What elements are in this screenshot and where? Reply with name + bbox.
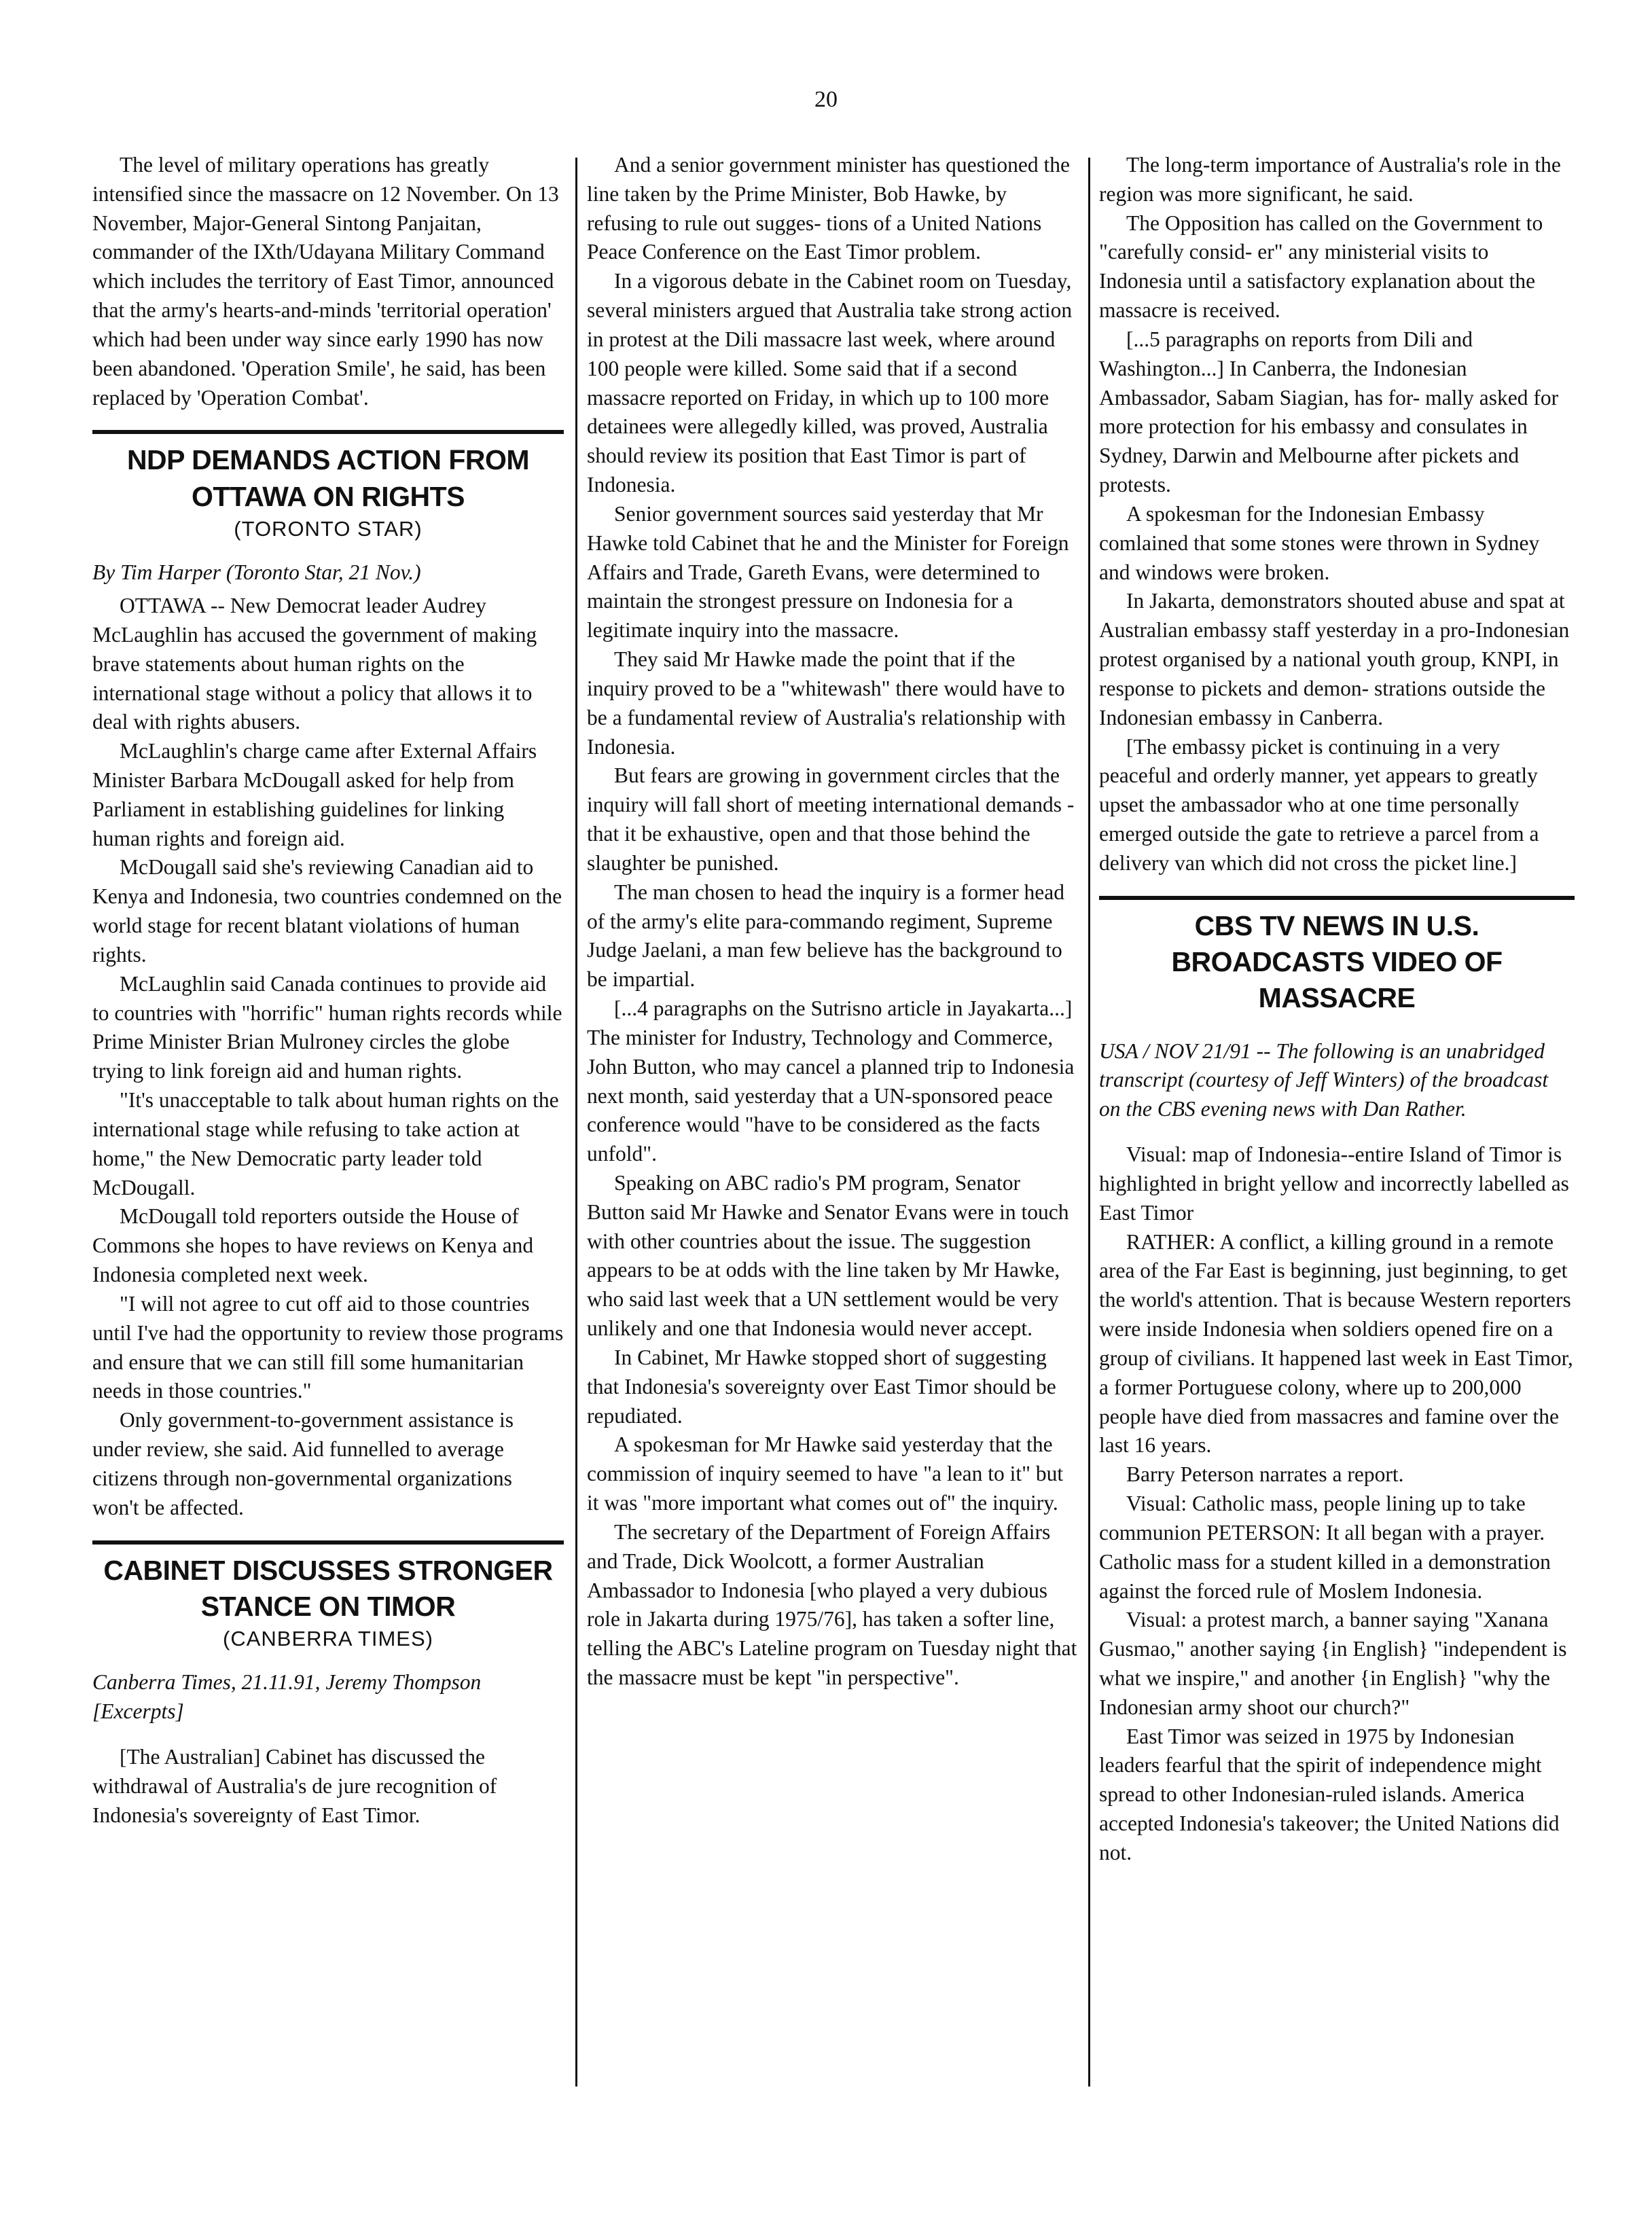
article-paragraph: Speaking on ABC radio's PM program, Senator Button said Mr Hawke and Senator Evans were in touch with other countries about the issue. The suggestion appears to be at odds with the line taken by Mr Hawke, who said last week that a UN settlement would be very unlikely and one that Indonesia would never accept. <box>587 1170 1069 1341</box>
intro-paragraph: The level of military operations has greatly intensified since the massacre on 12 November. On 13 November, Major-General Sintong Panjaitan, commander of the IXth/Udayana Military Command which includes the territory of East Timor, announced that the army's hearts-and-minds 'territorial operation' which had been under way since early 1990 has now been abandoned. 'Operation Smile', he said, has been replaced by 'Operation Combat'. <box>92 153 559 410</box>
article-paragraph: The long-term importance of Australia's role in the region was more significant, he said. <box>1099 153 1561 206</box>
article-paragraph: The man chosen to head the inquiry is a former head of the army's elite para-commando regiment, Supreme Judge Jaelani, a man few believe has the background to be impartial. <box>587 880 1065 992</box>
ndp-source: (TORONTO STAR) <box>234 517 423 541</box>
article-paragraph: Barry Peterson narrates a report. <box>1126 1462 1404 1487</box>
column-divider <box>575 158 577 2087</box>
article-paragraph: "It's unacceptable to talk about human rights on the international stage while refusing to take action at home," the New Democratic party leader told McDougall. <box>92 1088 559 1199</box>
page-number: 20 <box>814 87 838 112</box>
article-paragraph: Only government-to-government assistance is under review, she said. Aid funnelled to average citizens through non-governmental organizations won't be affected. <box>92 1408 514 1519</box>
cabinet-byline: Canberra Times, 21.11.91, Jeremy Thompson [Excerpts] <box>92 1670 482 1724</box>
column-3 <box>1099 151 1575 1868</box>
article-paragraph: Visual: map of Indonesia--entire Island of Timor is highlighted in bright yellow and incorrectly labelled as East Timor <box>1099 1142 1569 1225</box>
article-paragraph: McLaughlin's charge came after External Affairs Minister Barbara McDougall asked for help from Parliament in establishing guidelines for linking human rights and foreign aid. <box>92 739 537 850</box>
article-paragraph: McDougall said she's reviewing Canadian aid to Kenya and Indonesia, two countries condemned on the world stage for recent blatant violations of human rights. <box>92 855 562 967</box>
article-paragraph: But fears are growing in government circles that the inquiry will fall short of meeting international demands - that it be exhaustive, open and that those behind the slaughter be punished. <box>587 763 1075 875</box>
column-divider <box>1088 158 1090 2087</box>
article-paragraph: [The embassy picket is continuing in a very peaceful and orderly manner, yet appears to greatly upset the ambassador who at one time personally emerged outside the gate to retrieve a parcel from a delivery van which did not cross the picket line.] <box>1099 734 1539 875</box>
article-paragraph: East Timor was seized in 1975 by Indonesian leaders fearful that the spirit of independence might spread to other Indonesian-ruled islands. America accepted Indonesia's takeover; the United Nations did not. <box>1099 1724 1560 1864</box>
cbs-headline: CBS TV NEWS IN U.S. BROADCASTS VIDEO OF MASSACRE <box>1171 909 1503 1014</box>
article-paragraph: The Opposition has called on the Government to "carefully consid- er" any ministerial visits to Indonesia until a satisfactory explanation about the massacre is received. <box>1099 211 1543 323</box>
article-paragraph: In Cabinet, Mr Hawke stopped short of suggesting that Indonesia's sovereignty over East Timor should be repudiated. <box>587 1345 1056 1428</box>
article-paragraph: [...4 paragraphs on the Sutrisno article in Jayakarta...] The minister for Industry, Technology and Commerce, John Button, who may cancel a planned trip to Indonesia next month, said yesterday that a UN-sponsored peace conference would "have to be considered as the facts unfold". <box>587 996 1075 1166</box>
article-paragraph: And a senior government minister has questioned the line taken by the Prime Minister, Bob Hawke, by refusing to rule out sugges- tions of a United Nations Peace Conference on the East Timor problem. <box>587 153 1070 264</box>
article-paragraph: In a vigorous debate in the Cabinet room on Tuesday, several ministers argued that Australia take strong action in protest at the Dili massacre last week, where around 100 people were killed. Some said that if a second massacre reported on Friday, in which up to 100 more detainees were allegedly killed, was proved, Australia should review its position that East Timor is part of Indonesia. <box>587 269 1073 497</box>
article-paragraph: A spokesman for the Indonesian Embassy comlained that some stones were thrown in Sydney and windows were broken. <box>1099 501 1540 584</box>
article-paragraph: "I will not agree to cut off aid to those countries until I've had the opportunity to review those programs and ensure that we can still fill some humanitarian needs in those countries." <box>92 1291 564 1403</box>
article-paragraph: [...5 paragraphs on reports from Dili and Washington...] In Canberra, the Indonesian Ambassador, Sabam Siagian, has for- mally asked for more protection for his embassy and consulates in Sydney, Darwin and Melbourne after pickets and protests. <box>1099 327 1559 497</box>
article-paragraph: [The Australian] Cabinet has discussed the withdrawal of Australia's de jure recognition of Indonesia's sovereignty of East Timor. <box>92 1744 497 1827</box>
article-paragraph: OTTAWA -- New Democrat leader Audrey McLaughlin has accused the government of making brave statements about human rights on the international stage without a policy that allows it to deal with rights abusers. <box>92 594 537 734</box>
article-paragraph: Visual: a protest march, a banner saying "Xanana Gusmao," another saying {in English} "independent is what we inspire," and another {in English} "why the Indonesian army shoot our church?" <box>1099 1608 1567 1719</box>
article-paragraph: McDougall told reporters outside the House of Commons she hopes to have reviews on Kenya and Indonesia completed next week. <box>92 1204 534 1287</box>
article-paragraph: RATHER: A conflict, a killing ground in a remote area of the Far East is beginning, just beginning, to get the world's attention. That is because Western reporters were inside Indonesia when soldiers opened fire on a group of civilians. It happened last week in East Timor, a former Portuguese colony, where up to 200,000 people have died from massacres and famine over the last 16 years. <box>1099 1229 1573 1458</box>
article-paragraph: They said Mr Hawke made the point that if the inquiry proved to be a "whitewash" there would have to be a fundamental review of Australia's relationship with Indonesia. <box>587 647 1066 759</box>
article-paragraph: McLaughlin said Canada continues to provide aid to countries with "horrific" human rights records while Prime Minister Brian Mulroney circles the globe trying to link foreign aid and human rights. <box>92 971 562 1083</box>
article-paragraph: The secretary of the Department of Foreign Affairs and Trade, Dick Woolcott, a former Australian Ambassador to Indonesia [who played a very dubious role in Jakarta during 1975/76], has taken a softer line, telling the ABC's Lateline program on Tuesday night that the massacre must be kept "in perspective". <box>587 1519 1077 1690</box>
article-paragraph: Visual: Catholic mass, people lining up to take communion PETERSON: It all began with a prayer. Catholic mass for a student killed in a demonstration against the forced rule of Moslem Indonesia. <box>1099 1492 1551 1603</box>
cabinet-source: (CANBERRA TIMES) <box>223 1627 433 1651</box>
ndp-byline: By Tim Harper (Toronto Star, 21 Nov.) <box>92 560 421 585</box>
section-rule <box>92 430 564 434</box>
section-rule <box>92 1540 564 1545</box>
column-1 <box>92 151 564 1830</box>
article-paragraph: A spokesman for Mr Hawke said yesterday that the commission of inquiry seemed to have "a lean to it" but it was "more important what comes out of" the inquiry. <box>587 1432 1064 1515</box>
section-rule <box>1099 896 1575 900</box>
cabinet-headline: CABINET DISCUSSES STRONGER STANCE ON TIMOR <box>103 1554 553 1622</box>
ndp-headline: NDP DEMANDS ACTION FROM OTTAWA ON RIGHTS <box>126 444 530 512</box>
article-paragraph: Senior government sources said yesterday that Mr Hawke told Cabinet that he and the Minister for Foreign Affairs and Trade, Gareth Evans, were determined to maintain the strongest pressure on Indonesia for a legitimate inquiry into the massacre. <box>587 501 1069 643</box>
cbs-byline: USA / NOV 21/91 -- The following is an unabridged transcript (courtesy of Jeff Winters) of the broadcast on the CBS evening news with Dan Rather. <box>1099 1039 1549 1121</box>
article-paragraph: In Jakarta, demonstrators shouted abuse and spat at Australian embassy staff yesterday in a pro-Indonesian protest organised by a national youth group, KNPI, in response to pickets and demon- strations outside the Indonesian embassy in Canberra. <box>1099 589 1570 729</box>
column-2 <box>587 151 1077 1693</box>
